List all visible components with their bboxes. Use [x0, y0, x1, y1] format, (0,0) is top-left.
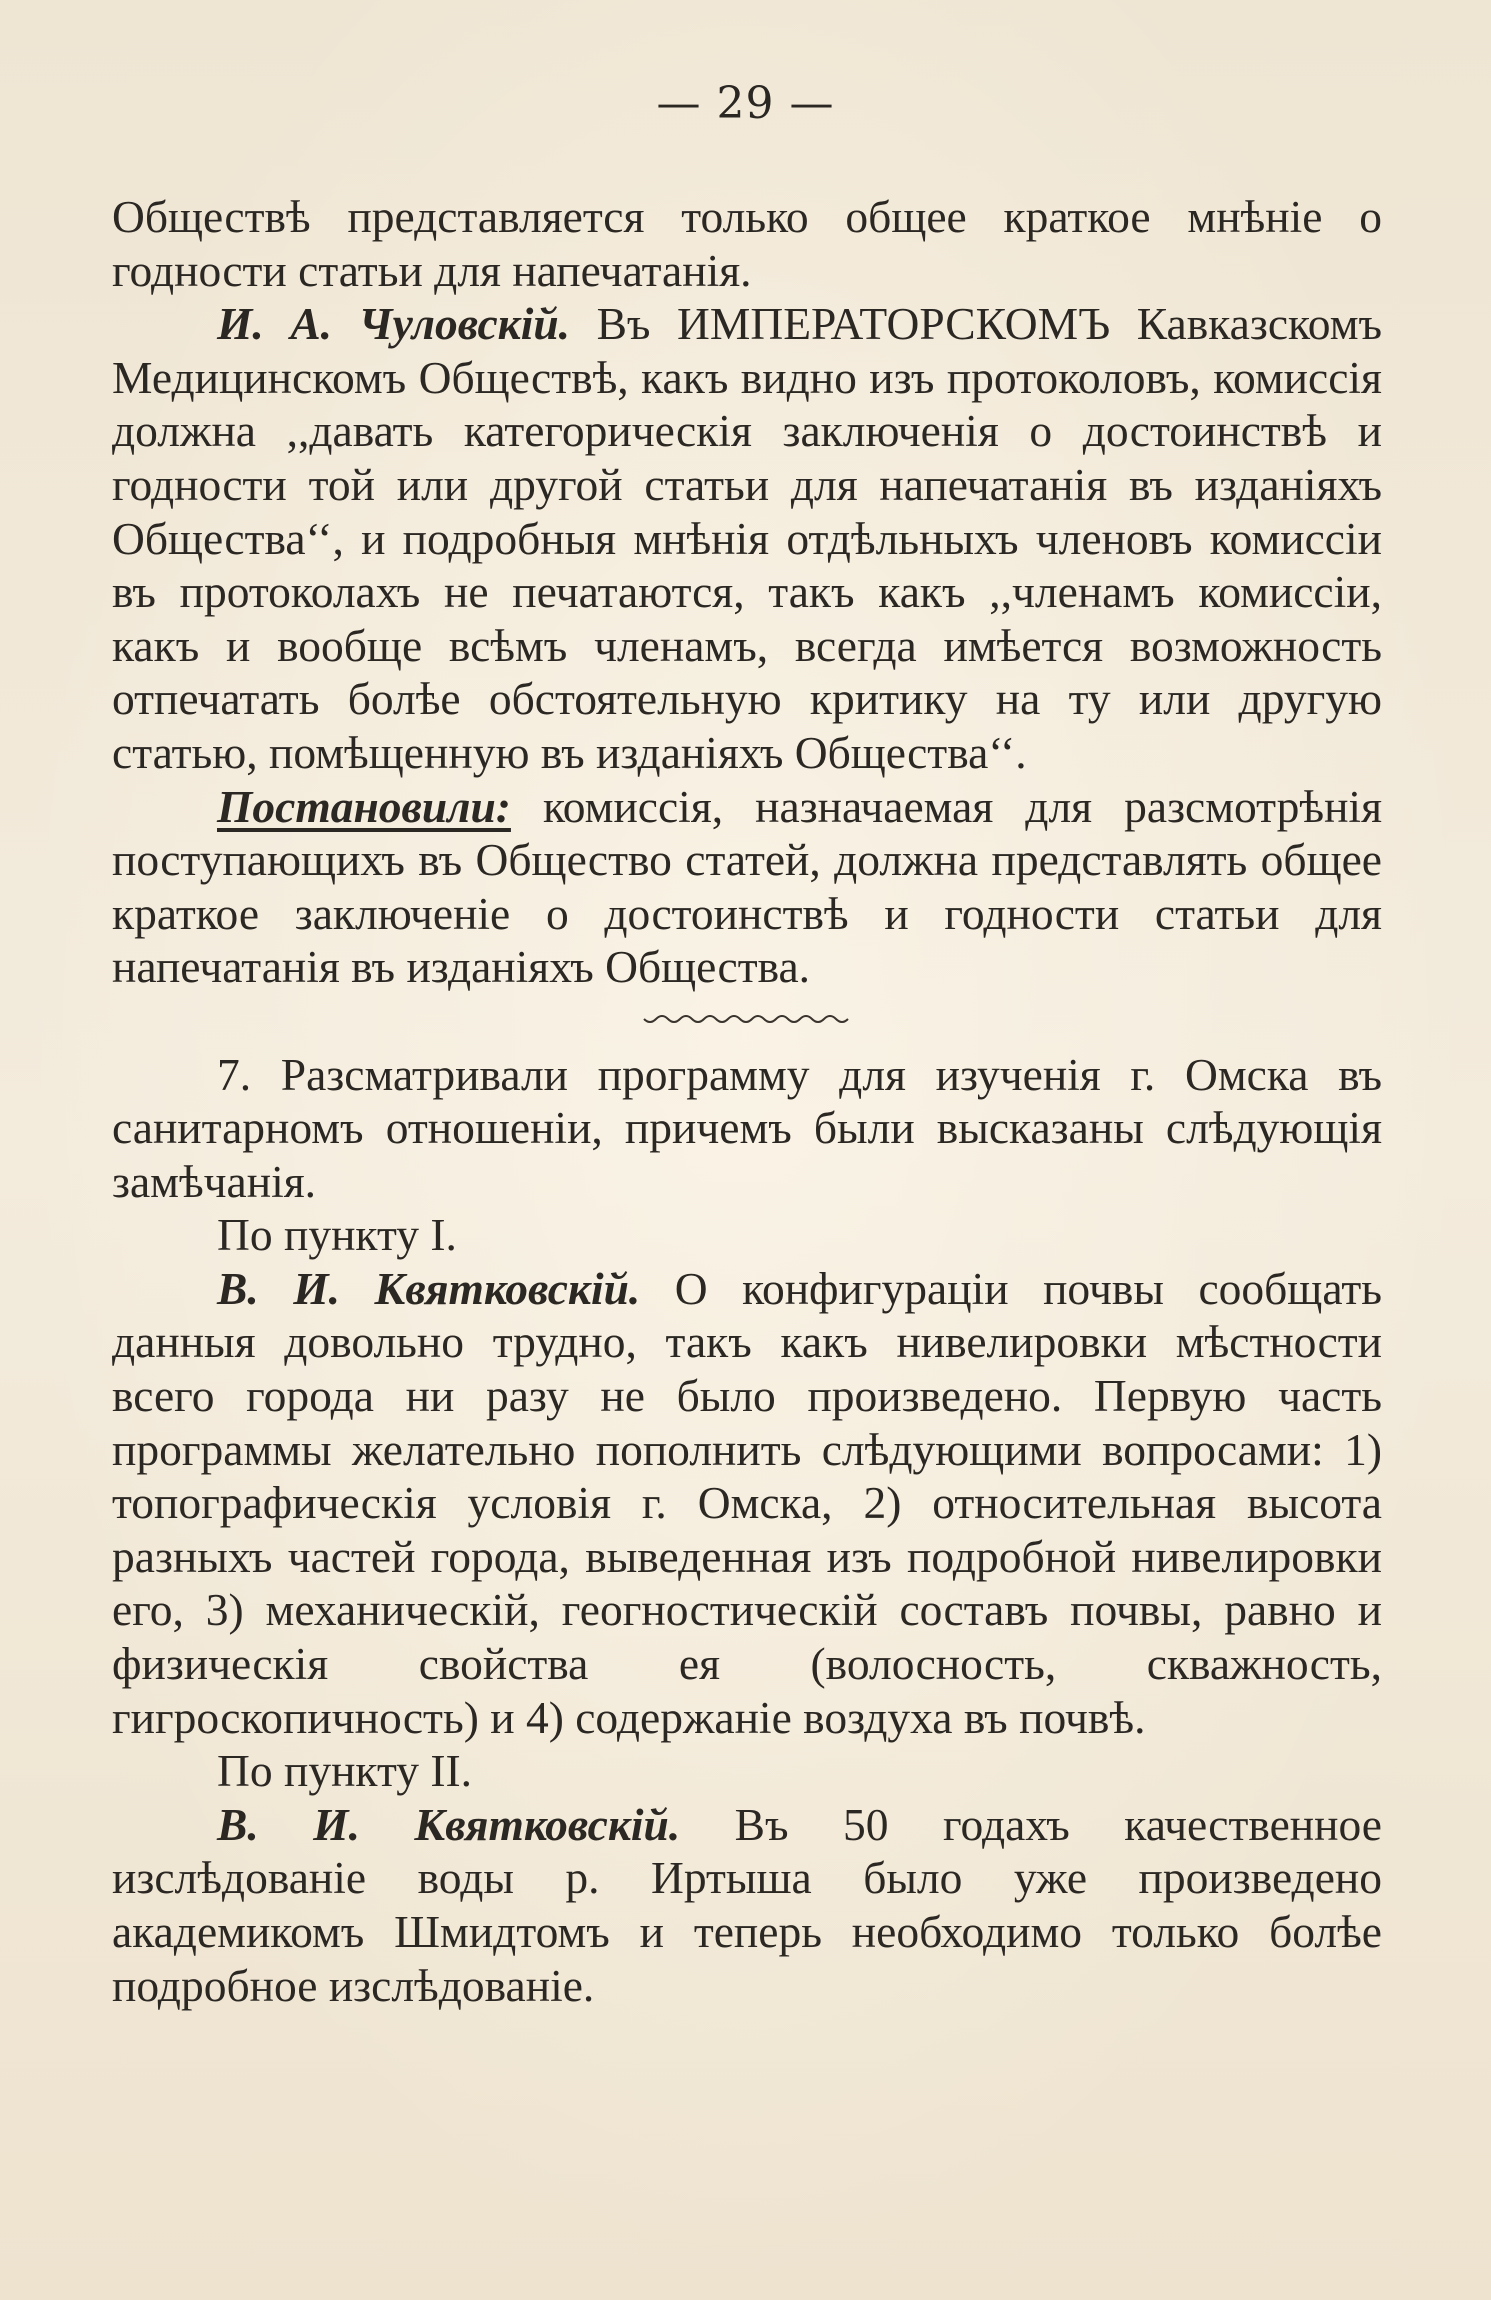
speaker-name: В. И. Квятковскій.: [217, 1262, 641, 1314]
wavy-line-icon: [642, 1014, 852, 1028]
paragraph-resolution: [112, 780, 1382, 994]
paragraph-text: О конфигураціи почвы сообщать данныя довольно трудно, такъ какъ нивелировки мѣстности всего города ни разу не было произведено. Первую часть программы желательно пополнить слѣдующими вопросами: 1) топографическія условія г. Омска, 2) относительная высота разныхъ частей города, выведенная изъ подробной нивелировки его, 3) механическій, геогностическій составъ почвы, равно и физическія свойства ея (волосность, скважность, гигроскопичность) и 4) содержаніе воздуха въ почвѣ.: [112, 1262, 1382, 1743]
paragraph-chulovsky: [112, 297, 1382, 779]
paragraph-item-7: 7. Разсматривали программу для изученія г. Омска въ санитарномъ отношеніи, причемъ были высказаны слѣдующія замѣчанія.: [112, 1048, 1382, 1207]
point-heading-1: По пункту I.: [217, 1209, 457, 1261]
speaker-name: И. А. Чуловскій.: [217, 298, 571, 350]
paragraph-kvyatkovsky-1: [112, 1262, 1382, 1744]
wavy-divider: [112, 994, 1382, 1048]
page-body: [112, 190, 1382, 2012]
paragraph-text: Въ ИМПЕРАТОРСКОМЪ Кавказскомъ Медицинскомъ Обществѣ, какъ видно изъ протоколовъ, комиссія должна ,,давать категорическія заключенія о достоинствѣ и годности той или другой статьи для напечатанія въ изданіяхъ Общества‘‘, и подробныя мнѣнія отдѣльныхъ членовъ комиссіи въ протоколахъ не печатаются, такъ какъ ,,членамъ комиссіи, какъ и вообще всѣмъ членамъ, всегда имѣется возможность отпечатать болѣе обстоятельную критику на ту или другую статью, помѣщенную въ изданіяхъ Общества‘‘.: [112, 298, 1383, 778]
paragraph-kvyatkovsky-2: [112, 1798, 1382, 2012]
point-heading-2: По пункту II.: [217, 1745, 473, 1797]
paragraph-text: комиссія, назначаемая для разсмотрѣнія поступающихъ въ Общество статей, должна представлять общее краткое заключеніе о достоинствѣ и годности статьи для напечатанія въ изданіяхъ Общества.: [112, 780, 1382, 993]
speaker-name: В. И. Квятковскій.: [217, 1798, 681, 1850]
paragraph-continuation: Обществѣ представляется только общее краткое мнѣніе о годности статьи для напечатанія.: [112, 191, 1382, 296]
paragraph-text: Въ 50 годахъ качественное изслѣдованіе воды р. Иртыша было уже произведено академикомъ Шмидтомъ и теперь необходимо только болѣе подробное изслѣдованіе.: [112, 1798, 1382, 2011]
page-number: — 29 —: [656, 78, 835, 129]
resolution-label: Постановили:: [217, 780, 511, 832]
